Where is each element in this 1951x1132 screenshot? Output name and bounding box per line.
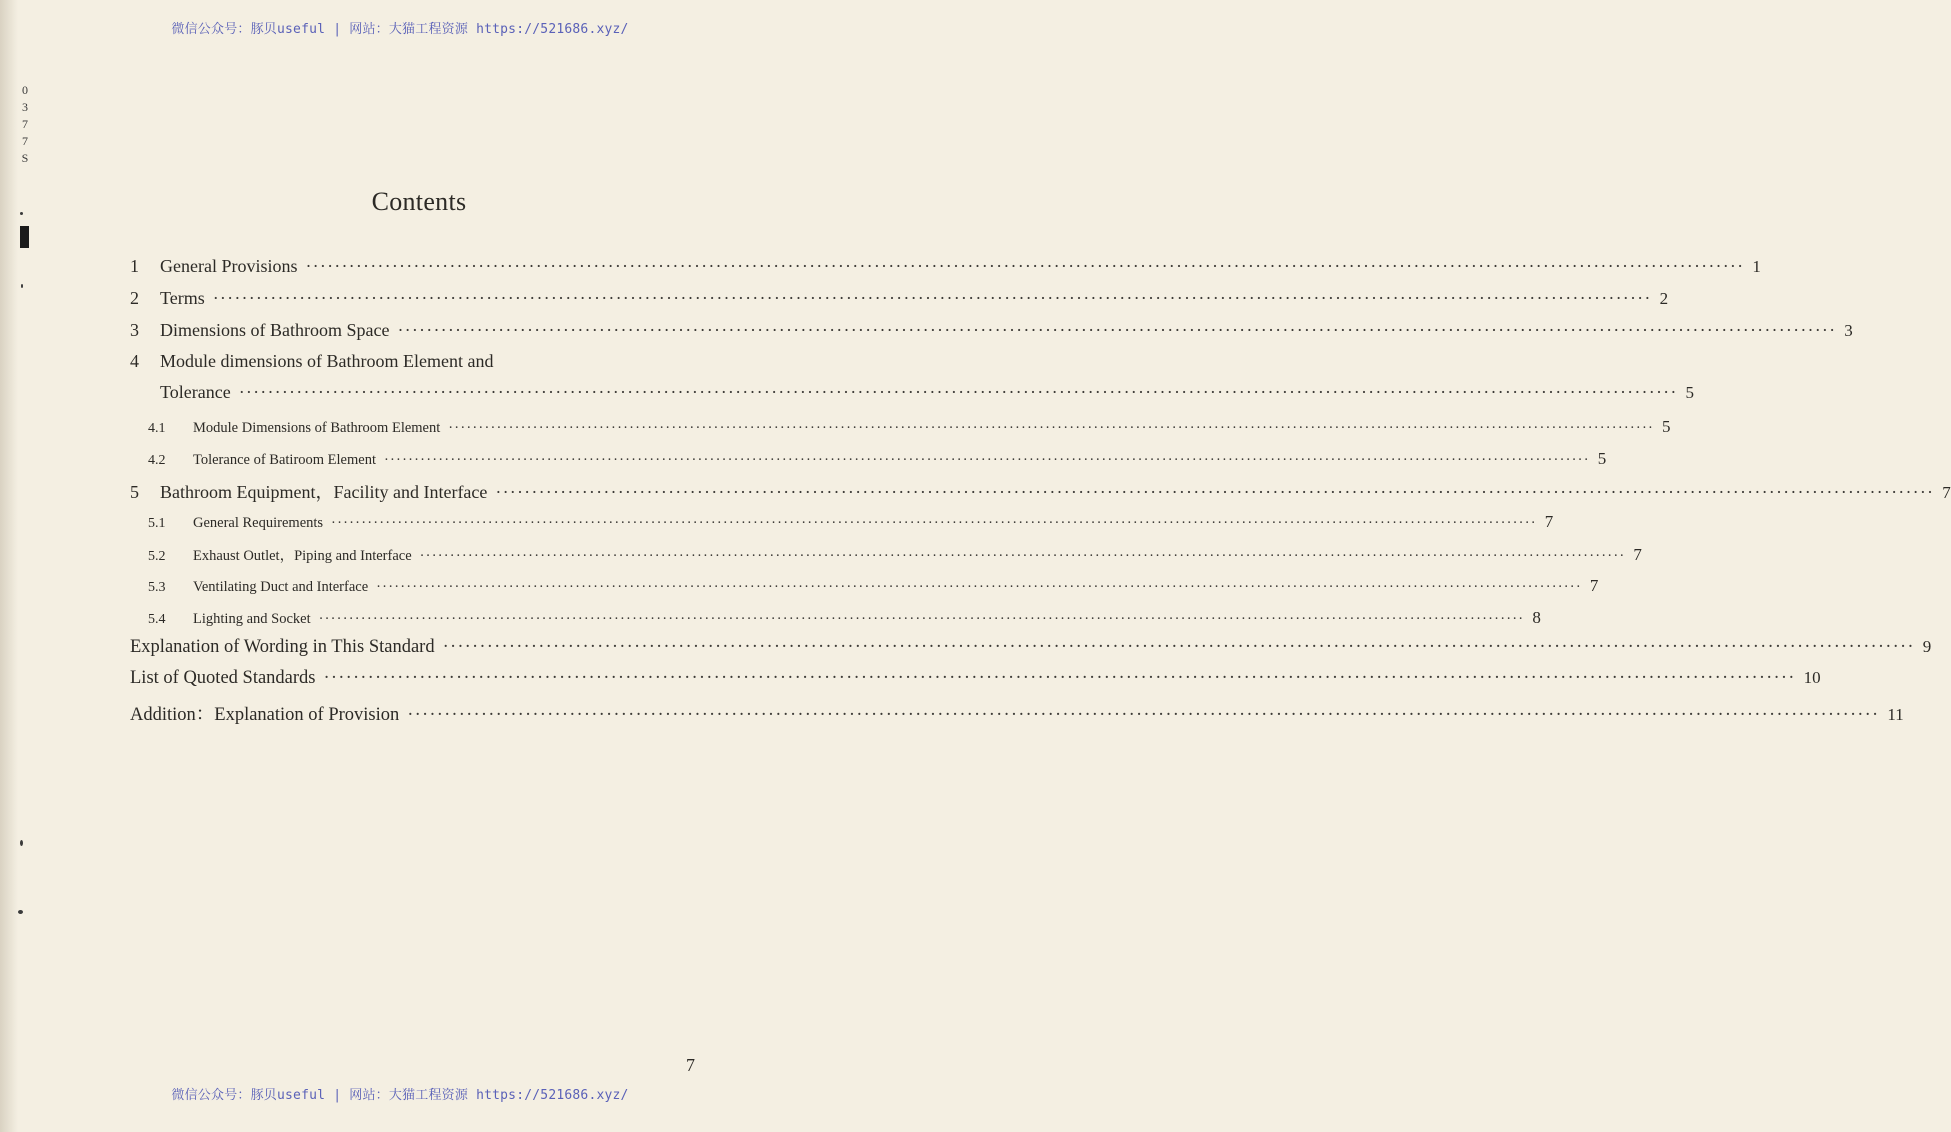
dot-leader: ········································································································································································································ [331,515,1537,531]
toc-entry-number: 2 [130,288,139,308]
scan-speck [21,284,23,288]
dot-leader: ········································································································································································································ [376,579,1582,595]
toc-subentry[interactable] [130,449,1607,469]
toc-entry-label: Module Dimensions of Bathroom Element [193,420,441,436]
toc-entry-label: List of Quoted Standards [130,668,316,688]
toc-entry-page: 8 [1532,608,1541,627]
edge-tab-mark [20,226,29,248]
toc-entry-label: Explanation of Wording in This Standard [130,637,435,657]
toc-appendix-entry[interactable] [130,700,1904,726]
toc-subentry[interactable] [130,417,1671,437]
toc-appendix-entry[interactable] [130,637,1932,658]
toc-entry-number: 5.3 [148,580,166,595]
dot-leader: ········································································································································································································ [212,288,1652,308]
toc-entry-page: 3 [1844,321,1853,340]
toc-subentry[interactable] [130,544,1642,565]
toc-entry-number: 5 [130,482,139,502]
toc-entry-page: 7 [1544,512,1554,531]
toc-entry-number: 5.4 [148,612,166,627]
dot-leader: ········································································································································································································ [397,320,1837,340]
side-code-char: S [21,151,29,165]
toc-entry-continuation[interactable] [130,382,1695,403]
toc-entry-page: 5 [1597,449,1607,468]
toc-entry-label: Ventilating Duct and Interface [193,579,369,595]
toc-entry-label: Tolerance [160,382,231,402]
toc-subentry[interactable] [130,608,1541,628]
watermark-bottom: 微信公众号：豚贝useful | 网站：大猫工程资源 https://521686.xyz/ [171,1088,629,1103]
toc-entry-number: 3 [130,320,139,340]
toc-entry-label: General Requirements [193,515,324,531]
toc-entry-label: Lighting and Socket [193,611,311,627]
dot-leader: ········································································································································································································ [305,256,1745,276]
page-number: 7 [686,1055,695,1075]
toc-entry-page: 5 [1685,383,1695,402]
toc-entry-number: 5.2 [148,549,166,564]
toc-entry-label: Module dimensions of Bathroom Element and [160,351,494,371]
toc-entry-label: Tolerance of Batiroom Element [193,452,376,468]
toc-entry-page: 1 [1752,257,1761,276]
toc-appendix-entry[interactable] [130,668,1821,689]
dot-leader: ········································································································································································································ [318,611,1525,627]
toc-entry-label: Exhaust Outlet，Piping and Interface [193,548,412,564]
dot-leader: ········································································································································································································ [238,382,1678,402]
dot-leader: ········································································································································································································ [448,420,1655,436]
page-title: Contents [371,187,467,217]
dot-leader: ········································································································································································································ [442,637,1915,657]
scan-speck [20,840,23,846]
toc-entry-number: 5.1 [148,516,166,531]
toc-entry-page: 7 [1942,483,1951,502]
toc-entry[interactable] [130,288,1669,309]
toc-entry-number: 4 [130,351,139,371]
toc-entry[interactable] [130,478,1951,504]
dot-leader: ········································································································································································································ [419,548,1626,564]
side-code-char: 7 [22,117,28,131]
toc-entry-label: Dimensions of Bathroom Space [160,320,390,340]
dot-leader: ········································································································································································································ [495,482,1935,502]
dot-leader: ········································································································································································································ [384,452,1590,468]
toc-entry-page: 5 [1662,417,1671,436]
toc-entry-page: 11 [1887,705,1904,724]
dot-leader: ········································································································································································································ [323,668,1796,688]
toc-entry-page: 2 [1659,289,1669,308]
toc-entry-number: 4.2 [148,453,166,468]
watermark-top: 微信公众号：豚贝useful | 网站：大猫工程资源 https://521686.xyz/ [171,22,629,37]
toc-entry[interactable] [130,256,1761,277]
side-code-char: 3 [22,100,28,114]
toc-entry-page: 9 [1922,637,1932,656]
toc-entry[interactable] [130,320,1853,341]
toc-entry-number: 1 [130,256,139,276]
dot-leader: ········································································································································································································ [407,705,1880,725]
toc-entry-page: 7 [1633,545,1642,564]
side-code [20,82,30,167]
toc-entry-label: Addition：Explanation of Provision [130,705,400,725]
toc-subentry[interactable] [130,512,1554,532]
toc-entry[interactable] [130,351,712,372]
toc-subentry[interactable] [130,576,1599,596]
page-binding-edge [0,0,18,1132]
side-code-char: 0 [22,83,28,97]
toc-entry-label: Bathroom Equipment，Facility and Interface [160,482,488,502]
toc-entry-label: Terms [160,288,205,308]
scan-speck [18,910,23,914]
toc-entry-page: 7 [1589,576,1599,595]
toc-entry-page: 10 [1803,668,1821,687]
side-code-char: 7 [22,134,28,148]
toc-entry-label: General Provisions [160,256,298,276]
toc-entry-number: 4.1 [148,421,166,436]
